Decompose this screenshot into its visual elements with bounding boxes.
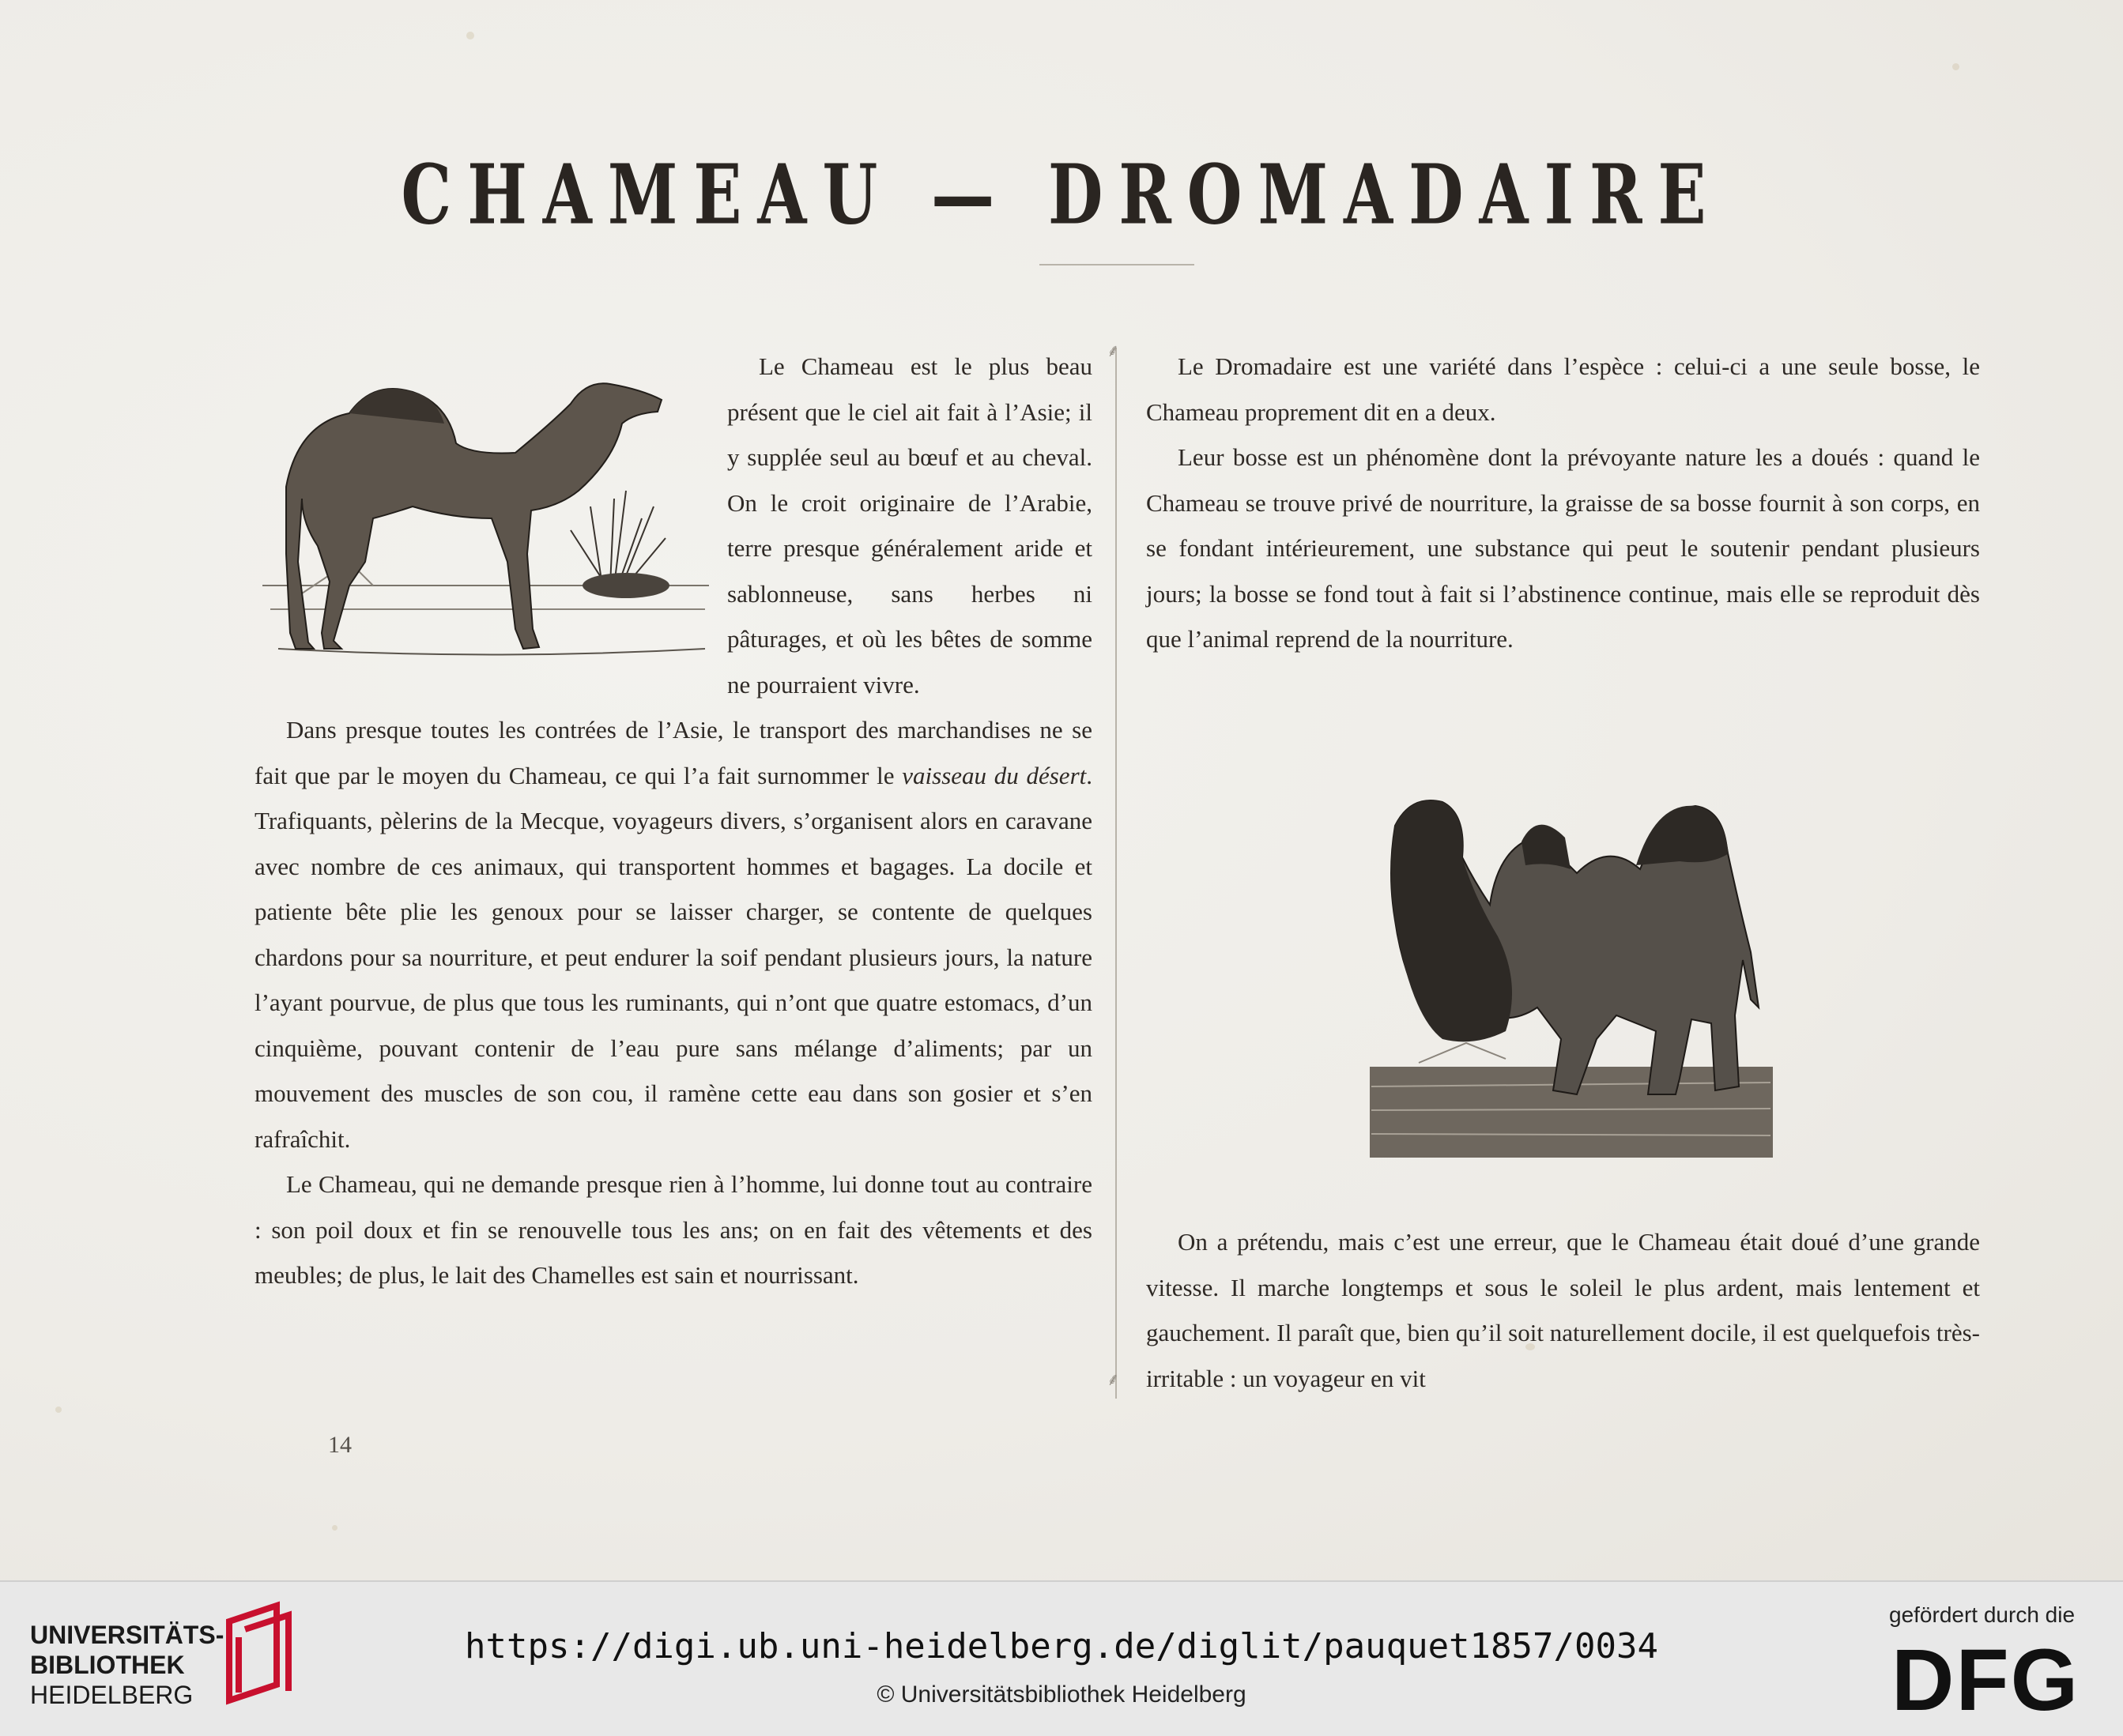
divider-ornament-bottom: ⸙ [1107,1369,1120,1389]
divider-ornament-top: ⸙ [1107,341,1120,360]
dfg-logo[interactable]: DFG [1891,1632,2080,1729]
copyright-notice: © Universitätsbibliothek Heidelberg [877,1681,1246,1708]
funding-text: gefördert durch die [1889,1602,2076,1627]
page-title: CHAMEAU — DROMADAIRE [401,146,1722,243]
left-paragraph-2 [255,707,1092,1162]
right-column-top [1146,344,1980,662]
bactrian-camel-illustration [1363,778,1774,1173]
page-number: 14 [328,1432,352,1458]
right-paragraph-3: On a prétendu, mais c’est une erreur, que le Chameau était doué d’une grande vitesse. Il marche longtemps et sous le soleil le plus ardent, mais lentement et gauchement. Il paraît que, bien qu’il soit naturellement docile, il est quelquefois très-irritable : un voyageur en vit [1146,1228,1980,1392]
italic-phrase: vaisseau du désert [902,761,1087,789]
library-name-line1: UNIVERSITÄTS- [30,1621,224,1649]
right-column-bottom [1146,1219,1980,1401]
left-paragraph-2-start: Dans presque toutes les contrées de l’Asie, le transport des marchandises ne se fait que par le moyen du Chameau, ce qui l’a fait surnommer le [255,716,1092,789]
left-column [255,344,1092,1298]
left-paragraph-1: Le Chameau est le plus beau présent que le ciel ait fait à l’Asie; il y supplée seul au bœuf et au cheval. On le croit originaire de l’Arabie, terre presque généralement aride et sablonneuse, sans herbes ni pâturages, et où les bêtes de somme ne pourraient vivre. [727,352,1092,699]
dromedary-illustration [255,348,713,676]
library-name-line2: BIBLIOTHEK [30,1651,185,1679]
left-paragraph-2-end: . Trafiquants, pèlerins de la Mecque, voyageurs divers, s’organisent alors en caravane avec nombre de ces animaux, qui transportent hommes et bagages. La docile et patiente bête plie les genoux pour se laisser charger, se contente de quelques chardons pour sa nourriture, et peut endurer la soif pendant plusieurs jours, la nature l’ayant pourvue, de plus que tous les ruminants, qui n’ont que quatre estomacs, d’un cinquième, pouvant contenir de l’eau pure sans mélange d’aliments; par un mouvement des muscles de son cou, il ramène cette eau dans son gosier et s’en rafraîchit. [255,761,1092,1153]
right-paragraph-1: Le Dromadaire est une variété dans l’espèce : celui-ci a une seule bosse, le Chameau proprement dit en a deux. [1146,352,1980,426]
column-divider [1115,348,1117,1399]
document-url[interactable]: https://digi.ub.uni-heidelberg.de/diglit/pauquet1857/0034 [465,1626,1658,1666]
title-rule [1039,264,1194,265]
library-name-line3: HEIDELBERG [30,1681,194,1709]
right-paragraph-2: Leur bosse est un phénomène dont la prévoyante nature les a doués : quand le Chameau se trouve privé de nourriture, la graisse de sa bosse fournit à son corps, en se fondant intérieurement, une substance qui peut le soutenir pendant plusieurs jours; la bosse se fond tout à fait si l’abstinence continue, mais elle se reproduit dès que l’animal reprend de la nourriture. [1146,443,1980,653]
left-paragraph-3: Le Chameau, qui ne demande presque rien à l’homme, lui donne tout au contraire : son poil doux et fin se renouvelle tous les ans; on en fait des vêtements et des meubles; de plus, le lait des Chamelles est sain et nourrissant. [255,1170,1092,1289]
